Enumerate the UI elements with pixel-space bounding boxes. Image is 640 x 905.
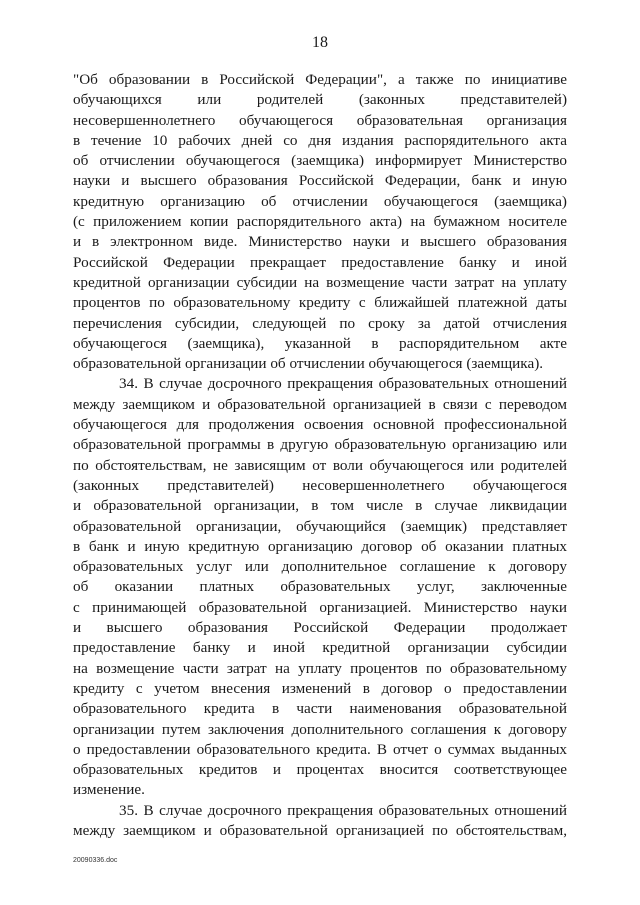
text-line: образовательной программы в другую образовательную организацию или xyxy=(73,436,567,454)
text-line: обучающегося для продолжения освоения основной профессиональной xyxy=(73,416,567,434)
text-line: об оказании платных образовательных услуг, заключенные xyxy=(73,578,567,596)
text-line: обучающихся или родителей (законных представителей) xyxy=(73,91,567,109)
text-line: предоставление банку и иной кредитной организации субсидии xyxy=(73,639,567,657)
text-line: в банк и иную кредитную организацию договор об оказании платных xyxy=(73,537,567,555)
text-line: с принимающей образовательной организацией. Министерство науки xyxy=(73,598,567,616)
text-line: в течение 10 рабочих дней со дня издания распорядительного акта xyxy=(73,131,567,149)
text-line: кредитной организации субсидии на возмещение части затрат на уплату xyxy=(73,273,567,291)
text-line: кредитную организацию об отчислении обучающегося (заемщика) xyxy=(73,192,567,210)
text-line: 34. В случае досрочного прекращения образовательных отношений xyxy=(119,375,567,393)
text-line: кредиту с учетом внесения изменений в договор о предоставлении xyxy=(73,679,567,697)
text-line: процентов по образовательному кредиту с ближайшей платежной даты xyxy=(73,294,567,312)
paragraph xyxy=(73,801,567,842)
text-line: перечисления субсидии, следующей по сроку за датой отчисления xyxy=(73,314,567,332)
text-line: Российской Федерации прекращает предоставление банку и иной xyxy=(73,253,567,271)
text-line: на возмещение части затрат на уплату процентов по образовательному xyxy=(73,659,567,677)
document-body xyxy=(73,70,567,841)
text-line: образовательной организации об отчислении обучающегося (заемщика). xyxy=(73,355,544,373)
paragraph xyxy=(73,70,567,374)
text-line: и высшего образования Российской Федерации продолжает xyxy=(73,619,567,637)
text-line: "Об образовании в Российской Федерации", а также по инициативе xyxy=(73,71,567,88)
text-line: несовершеннолетнего обучающегося образовательная организация xyxy=(73,111,567,129)
text-line: и в электронном виде. Министерство науки и высшего образования xyxy=(73,233,567,251)
text-line: (законных представителей) несовершеннолетнего обучающегося xyxy=(73,476,567,494)
text-line: образовательных услуг или дополнительное соглашение к договору xyxy=(73,558,567,576)
text-line: 35. В случае досрочного прекращения образовательных отношений xyxy=(119,801,567,819)
text-line: образовательного кредита в части наименования образовательной xyxy=(73,700,567,718)
text-line: (с приложением копии распорядительного акта) на бумажном носителе xyxy=(73,213,567,231)
text-line: и образовательной организации, в том числе в случае ликвидации xyxy=(73,497,567,515)
text-line: об отчислении обучающегося (заемщика) информирует Министерство xyxy=(73,152,567,170)
text-line: образовательной организации, обучающийся (заемщик) представляет xyxy=(73,517,567,535)
text-line: обучающегося (заемщика), указанной в распорядительном акте xyxy=(73,334,567,352)
text-line: образовательных кредитов и процентах вносится соответствующее xyxy=(73,761,567,779)
text-line: о предоставлении образовательного кредита. В отчет о суммах выданных xyxy=(73,740,567,758)
text-line: изменение. xyxy=(73,781,145,799)
text-line: науки и высшего образования Российской Федерации, банк и иную xyxy=(73,172,567,190)
text-line: между заемщиком и образовательной организацией в связи с переводом xyxy=(73,395,567,413)
paragraph xyxy=(73,374,567,800)
text-line: по обстоятельствам, не зависящим от воли обучающегося или родителей xyxy=(73,456,567,474)
page-number: 18 xyxy=(312,34,328,51)
text-line: между заемщиком и образовательной организацией по обстоятельствам, xyxy=(73,821,567,839)
text-line: организации путем заключения дополнительного соглашения к договору xyxy=(73,720,567,738)
footer-filename: 20090336.doc xyxy=(73,857,118,864)
